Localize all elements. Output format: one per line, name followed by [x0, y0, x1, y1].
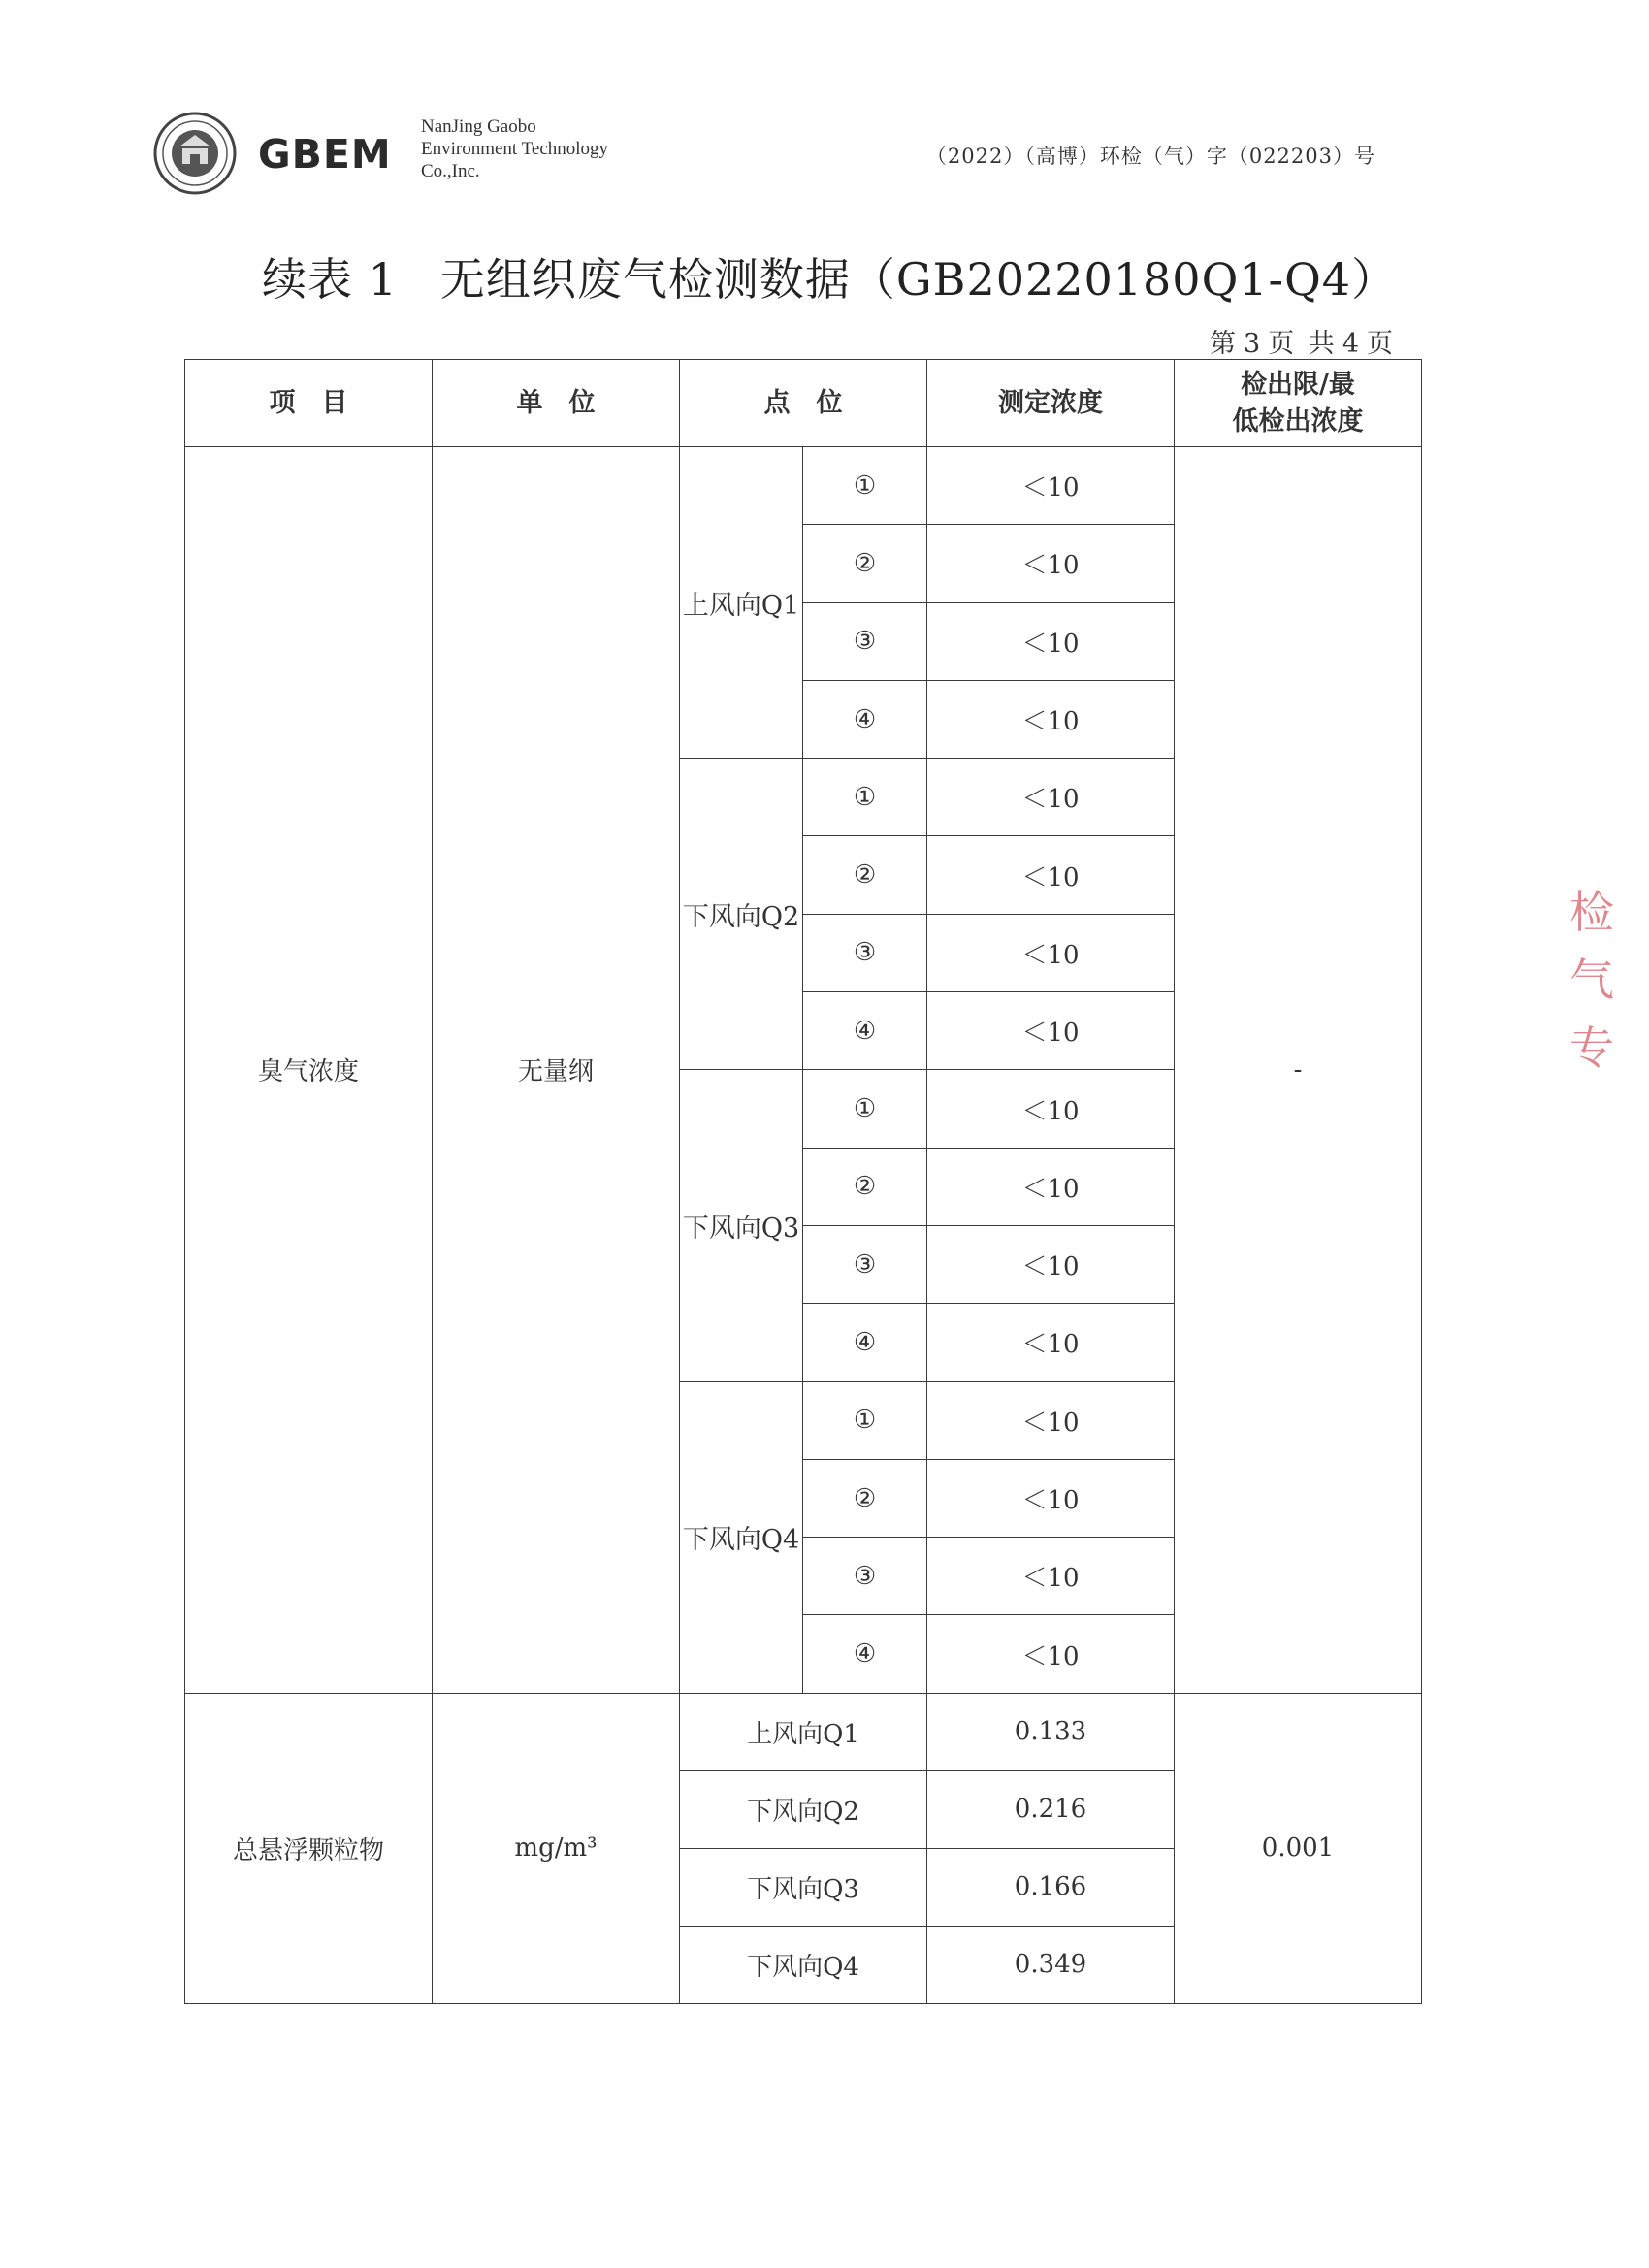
page-total: 4: [1342, 329, 1359, 359]
sample-number: ③: [803, 1225, 927, 1303]
tsp-limit-cell: 0.001: [1175, 1693, 1422, 2003]
sample-number: ③: [803, 1538, 927, 1615]
stamp-char-1: 检: [1569, 886, 1614, 938]
measured-value: ＜10: [927, 1148, 1175, 1225]
measured-value: ＜10: [927, 1070, 1175, 1148]
title-text: 无组织废气检测数据（GB20220180Q1-Q4）: [439, 253, 1398, 306]
measured-value: ＜10: [927, 914, 1175, 991]
stamp-char-2: 气: [1569, 954, 1614, 1006]
header-limit: [1175, 360, 1422, 447]
odor-location-q3: 下风向Q3: [680, 1070, 803, 1381]
odor-item-cell: 臭气浓度: [185, 447, 433, 1694]
measured-value: ＜10: [927, 1615, 1175, 1693]
odor-limit-cell: -: [1175, 447, 1422, 1694]
odor-location-q4: 下风向Q4: [680, 1381, 803, 1693]
header-item: 项 目: [185, 360, 433, 447]
tsp-value: 0.166: [927, 1848, 1175, 1926]
company-line-2: Environment Technology: [421, 139, 609, 159]
document-number: （2022）（高博）环检（气）字（022203）号: [925, 145, 1375, 168]
measured-value: ＜10: [927, 602, 1175, 680]
odor-location-q1: 上风向Q1: [680, 447, 803, 759]
report-header: [153, 112, 1375, 199]
measured-value: ＜10: [927, 680, 1175, 758]
sample-number: ②: [803, 836, 927, 914]
page-title: [262, 244, 1397, 308]
measured-value: ＜10: [927, 1304, 1175, 1381]
header-unit: 单 位: [433, 360, 680, 447]
sample-number: ④: [803, 1304, 927, 1381]
tsp-unit-cell: mg/m³: [433, 1693, 680, 2003]
measured-value: ＜10: [927, 759, 1175, 836]
table-row: [185, 447, 1422, 525]
table-row: [185, 1693, 1422, 1770]
sample-number: ①: [803, 1070, 927, 1148]
measured-value: ＜10: [927, 1459, 1175, 1537]
tsp-location: 上风向Q1: [680, 1693, 927, 1770]
company-seal-logo: [153, 112, 237, 195]
header-limit-line1: 检出限/最: [1241, 369, 1355, 400]
sample-number: ②: [803, 1459, 927, 1537]
sample-number: ①: [803, 759, 927, 836]
stamp-char-3: 专: [1569, 1021, 1614, 1074]
tsp-location: 下风向Q3: [680, 1848, 927, 1926]
measured-value: ＜10: [927, 1538, 1175, 1615]
odor-unit-cell: 无量纲: [433, 447, 680, 1694]
page-indicator: [1206, 322, 1397, 360]
sample-number: ①: [803, 447, 927, 525]
sample-number: ②: [803, 525, 927, 602]
title-prefix: 续表 1: [262, 253, 398, 306]
company-name: [421, 115, 608, 182]
tsp-location: 下风向Q4: [680, 1926, 927, 2003]
tsp-item-cell: 总悬浮颗粒物: [185, 1693, 433, 2003]
page-prefix: 第: [1210, 329, 1237, 359]
odor-location-q2: 下风向Q2: [680, 759, 803, 1070]
header-concentration: 测定浓度: [927, 360, 1175, 447]
measured-value: ＜10: [927, 525, 1175, 602]
header-limit-line2: 低检出浓度: [1232, 405, 1364, 437]
tsp-value: 0.216: [927, 1770, 1175, 1848]
data-table: [184, 359, 1422, 2004]
measured-value: ＜10: [927, 836, 1175, 914]
page-suffix: 页: [1367, 329, 1393, 359]
sample-number: ③: [803, 914, 927, 991]
page-middle: 页 共: [1268, 329, 1335, 359]
header-point: 点 位: [680, 360, 927, 447]
page-current: 3: [1244, 329, 1261, 359]
tsp-value: 0.349: [927, 1926, 1175, 2003]
sample-number: ④: [803, 680, 927, 758]
tsp-value: 0.133: [927, 1693, 1175, 1770]
table-header-row: [185, 360, 1422, 447]
brand-name: GBEM: [258, 131, 392, 178]
sample-number: ④: [803, 992, 927, 1070]
sample-number: ①: [803, 1381, 927, 1459]
sample-number: ③: [803, 602, 927, 680]
measured-value: ＜10: [927, 992, 1175, 1070]
company-line-1: NanJing Gaobo: [421, 116, 536, 137]
company-line-3: Co.,Inc.: [421, 161, 480, 181]
sample-number: ②: [803, 1148, 927, 1225]
measured-value: ＜10: [927, 1381, 1175, 1459]
partial-red-stamp: [1569, 878, 1614, 1169]
sample-number: ④: [803, 1615, 927, 1693]
tsp-location: 下风向Q2: [680, 1770, 927, 1848]
measured-value: ＜10: [927, 447, 1175, 525]
measured-value: ＜10: [927, 1225, 1175, 1303]
